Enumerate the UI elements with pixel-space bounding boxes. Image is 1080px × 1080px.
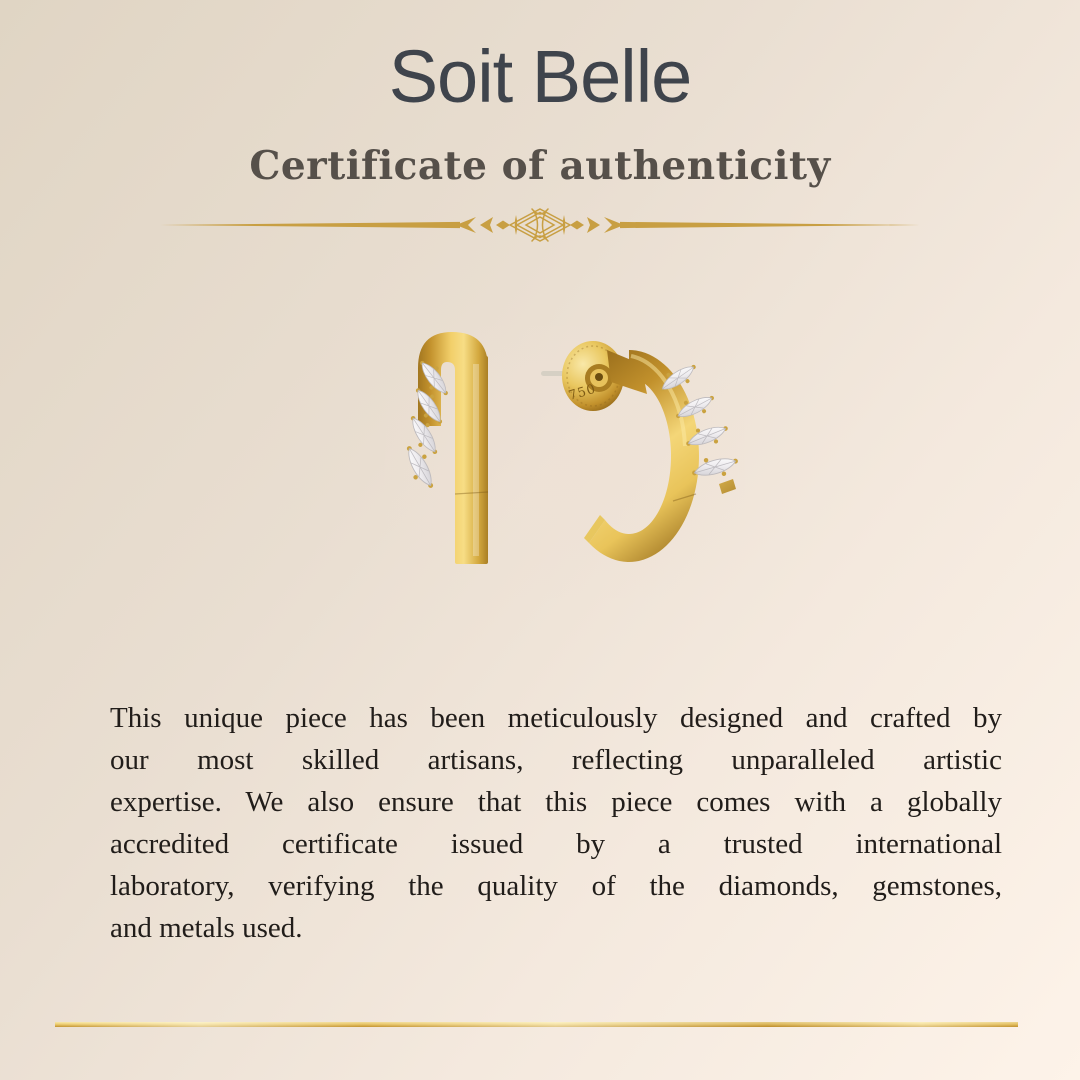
ornamental-divider-graphic [160,207,920,243]
description-line: and metals used. [110,912,303,944]
page-title: Certificate of authenticity [249,143,831,189]
description-line: accredited certificate issued by a trusted international [110,828,1002,860]
description-line: This unique piece has been meticulously designed and crafted by [110,702,1002,734]
brand-logo: Soit Belle [388,35,692,118]
divider-left-chevron-icon [456,217,476,233]
disc-hub-hole [595,373,603,381]
divider-right-diamond-icon [570,221,584,230]
description-line: expertise. We also ensure that this piece comes with a globally [110,786,1002,818]
product-photo-earrings [385,326,745,598]
divider-right-spade-icon [587,217,600,233]
description-text [110,697,1002,949]
divider-left-line [160,222,460,228]
gold-purity-stamp: 750 [566,381,598,404]
ornamental-divider [160,207,920,243]
divider-left-spade-icon [480,217,493,233]
divider-center-lattice-icon [510,209,570,241]
divider-right-chevron-icon [604,217,624,233]
footer-gold-line [55,1022,1018,1027]
divider-right-line [620,222,920,228]
description-line: our most skilled artisans, reflecting unparalleled artistic [110,744,1002,776]
earrings-illustration [385,326,745,598]
description-line: laboratory, verifying the quality of the diamonds, gemstones, [110,870,1002,902]
divider-left-diamond-icon [496,221,510,230]
left-earring-highlight [473,364,479,556]
